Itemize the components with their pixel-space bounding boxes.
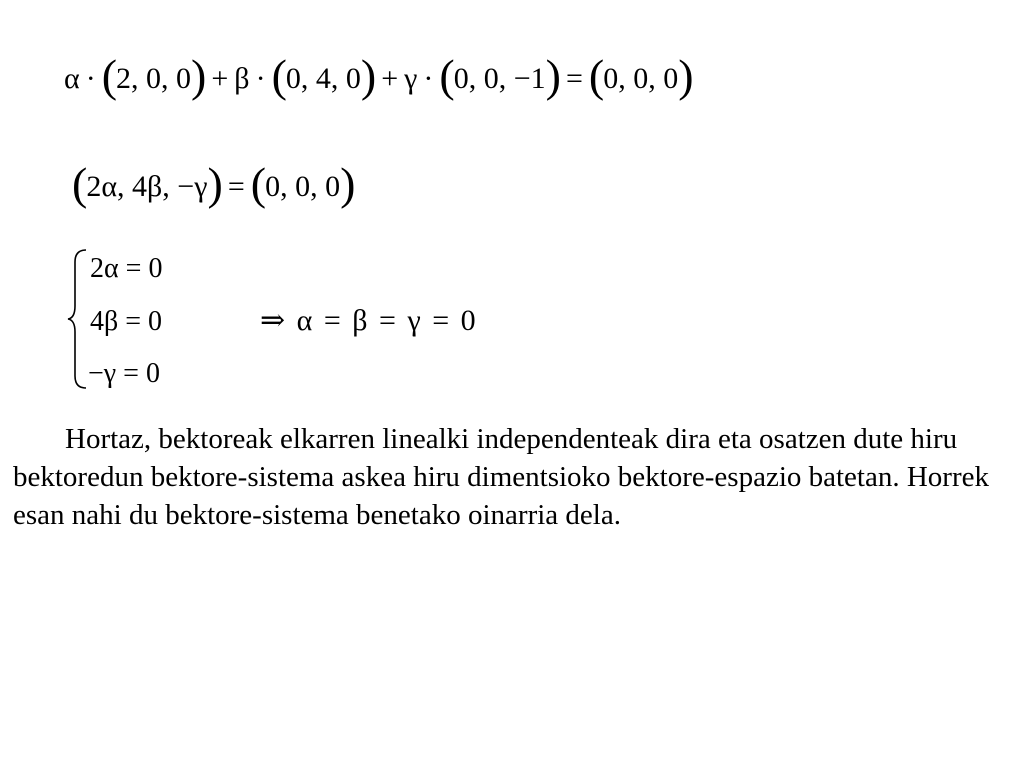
system-equation-2: 4β = 0 xyxy=(90,306,163,337)
close-paren: ) xyxy=(360,50,376,101)
implication-result: ⇒ α = β = γ = 0 xyxy=(260,304,476,337)
plus-operator: + xyxy=(211,62,229,95)
vector-3-components: 0, 0, −1 xyxy=(453,62,546,95)
conclusion-paragraph: Hortaz, bektoreak elkarren linealki independenteak dira eta osatzen dute hiru bektoredun bektore-sistema askea hiru dimentsioko bektore-espazio batetan. Horrek esan nahi du bektore-sistema benetako oinarria dela. xyxy=(13,423,989,531)
open-paren: ( xyxy=(439,50,454,101)
system-equation-1: 2α = 0 xyxy=(90,253,163,284)
component-equation xyxy=(72,158,355,209)
open-paren: ( xyxy=(101,50,117,101)
dot-operator: · xyxy=(423,62,434,95)
close-paren: ) xyxy=(340,158,355,209)
dot-operator: · xyxy=(85,62,96,95)
close-paren: ) xyxy=(678,50,693,101)
close-paren: ) xyxy=(545,50,560,101)
equals-operator: = xyxy=(565,62,583,95)
equals-operator: = xyxy=(227,170,245,203)
linear-combination-equation xyxy=(64,50,693,101)
plus-operator: + xyxy=(381,62,399,95)
vector-2-components: 0, 4, 0 xyxy=(285,62,361,95)
open-paren: ( xyxy=(72,158,87,209)
gamma-symbol: γ xyxy=(404,62,418,95)
alpha-symbol: α xyxy=(64,62,80,95)
system-brace xyxy=(66,248,88,390)
close-paren: ) xyxy=(207,158,222,209)
zero-vector-components: 0, 0, 0 xyxy=(265,170,341,203)
vector-1-components: 2, 0, 0 xyxy=(116,62,192,95)
open-paren: ( xyxy=(250,158,266,209)
component-vector: 2α, 4β, −γ xyxy=(86,170,208,203)
zero-vector-components: 0, 0, 0 xyxy=(603,62,679,95)
open-paren: ( xyxy=(588,50,604,101)
beta-symbol: β xyxy=(234,62,250,95)
close-paren: ) xyxy=(191,50,206,101)
open-paren: ( xyxy=(271,50,286,101)
system-equation-3: −γ = 0 xyxy=(88,358,160,389)
dot-operator: · xyxy=(255,62,266,95)
